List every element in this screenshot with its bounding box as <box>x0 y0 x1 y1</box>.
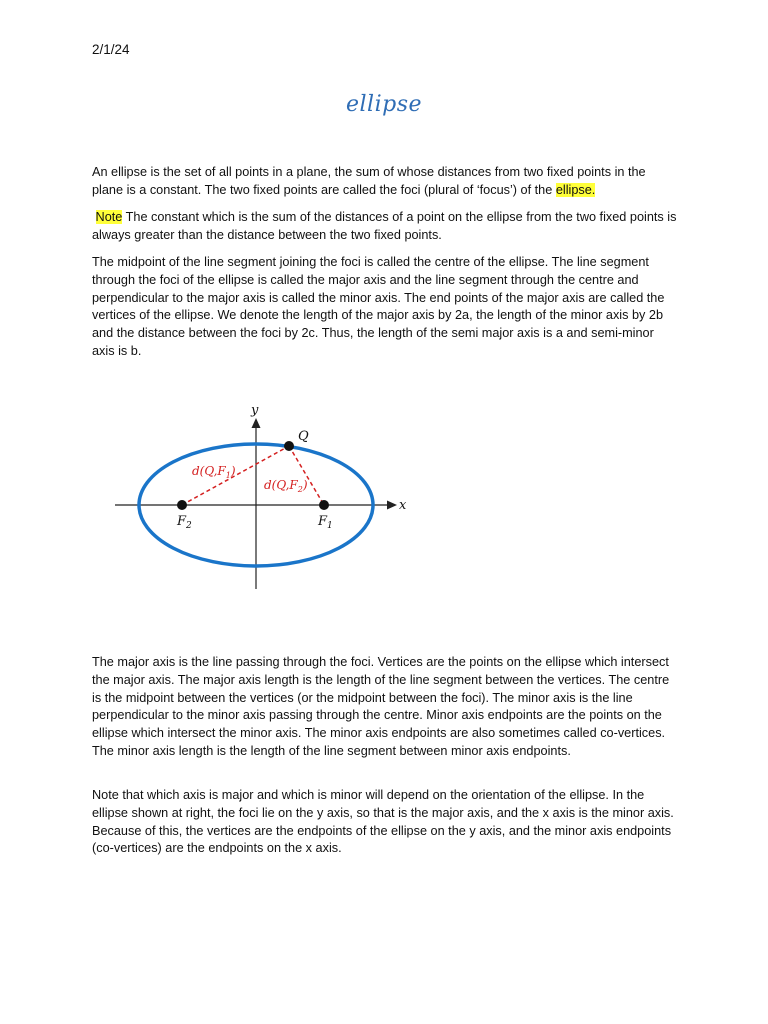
f1-subscript: 1 <box>327 521 333 531</box>
f2-letter: F <box>177 514 187 529</box>
note-label: Note <box>95 210 123 224</box>
d2-close: ) <box>302 478 308 492</box>
point-f2 <box>177 500 187 510</box>
document-date: 2/1/24 <box>92 42 130 57</box>
q-label: Q <box>298 429 309 444</box>
orientation-paragraph: Note that which axis is major and which is minor will depend on the orientation of the ellipse. In the ellipse shown at right, the foci lie on the y axis, so that is the major axis, and the x axis is the minor axis. Because of this, the vertices are the endpoints of the ellipse on the y axis, and the minor axis endpoints (co-vertices) are the endpoints on the x axis. <box>92 788 674 856</box>
f2-label <box>176 514 192 531</box>
x-axis-label: x <box>399 498 407 513</box>
point-q <box>284 441 294 451</box>
document-title: ellipse <box>345 92 423 117</box>
distance-label-f1 <box>192 464 236 480</box>
d2-text: d(Q,F <box>264 478 298 492</box>
ellipse-diagram <box>105 398 425 594</box>
major-axis-paragraph: The major axis is the line passing through the foci. Vertices are the points on the ellipse which intersect the major axis. The major axis length is the length of the line segment between the vertices. The centre is the midpoint between the vertices (or the midpoint between the foci). The minor axis is the line perpendicular to the minor axis passing through the centre. Minor axis endpoints are the points on the ellipse which intersect the minor axis. The minor axis endpoints are also sometimes called co-vertices. The minor axis length is the length of the line segment between minor axis endpoints. <box>92 655 670 758</box>
point-f1 <box>319 500 329 510</box>
axes-paragraph: The midpoint of the line segment joining the foci is called the centre of the ellipse. The line segment through the foci of the ellipse is called the major axis and the line segment through the centre and perpendicular to the major axis is called the minor axis. The end points of the major axis are called the vertices of the ellipse. We denote the length of the major axis by 2a, the length of the minor axis by 2b and the distance between the foci by 2c. Thus, the length of the semi major axis is a and semi-minor axis is b. <box>92 255 665 358</box>
d1-text: d(Q,F <box>192 464 226 478</box>
distance-label-f2 <box>264 478 308 494</box>
f1-letter: F <box>318 514 328 529</box>
d2-subscript: 2 <box>297 485 303 494</box>
y-axis-arrow-icon <box>252 418 261 428</box>
y-axis-label: y <box>251 403 259 418</box>
note-paragraph <box>92 209 678 245</box>
definition-text: An ellipse is the set of all points in a plane, the sum of whose distances from two fixed points in the plane is a constant. The two fixed points are called the foci (plural of ‘focus’) of the <box>92 165 646 197</box>
f1-label <box>317 514 333 531</box>
d1-close: ) <box>230 464 236 478</box>
x-axis-arrow-icon <box>387 501 397 510</box>
d1-subscript: 1 <box>225 471 231 480</box>
definition-paragraph <box>92 164 678 200</box>
f2-subscript: 2 <box>186 521 192 531</box>
highlighted-word: ellipse. <box>555 182 596 197</box>
note-text: The constant which is the sum of the distances of a point on the ellipse from the two fixed points is always greater than the distance between the two fixed points. <box>92 210 677 242</box>
